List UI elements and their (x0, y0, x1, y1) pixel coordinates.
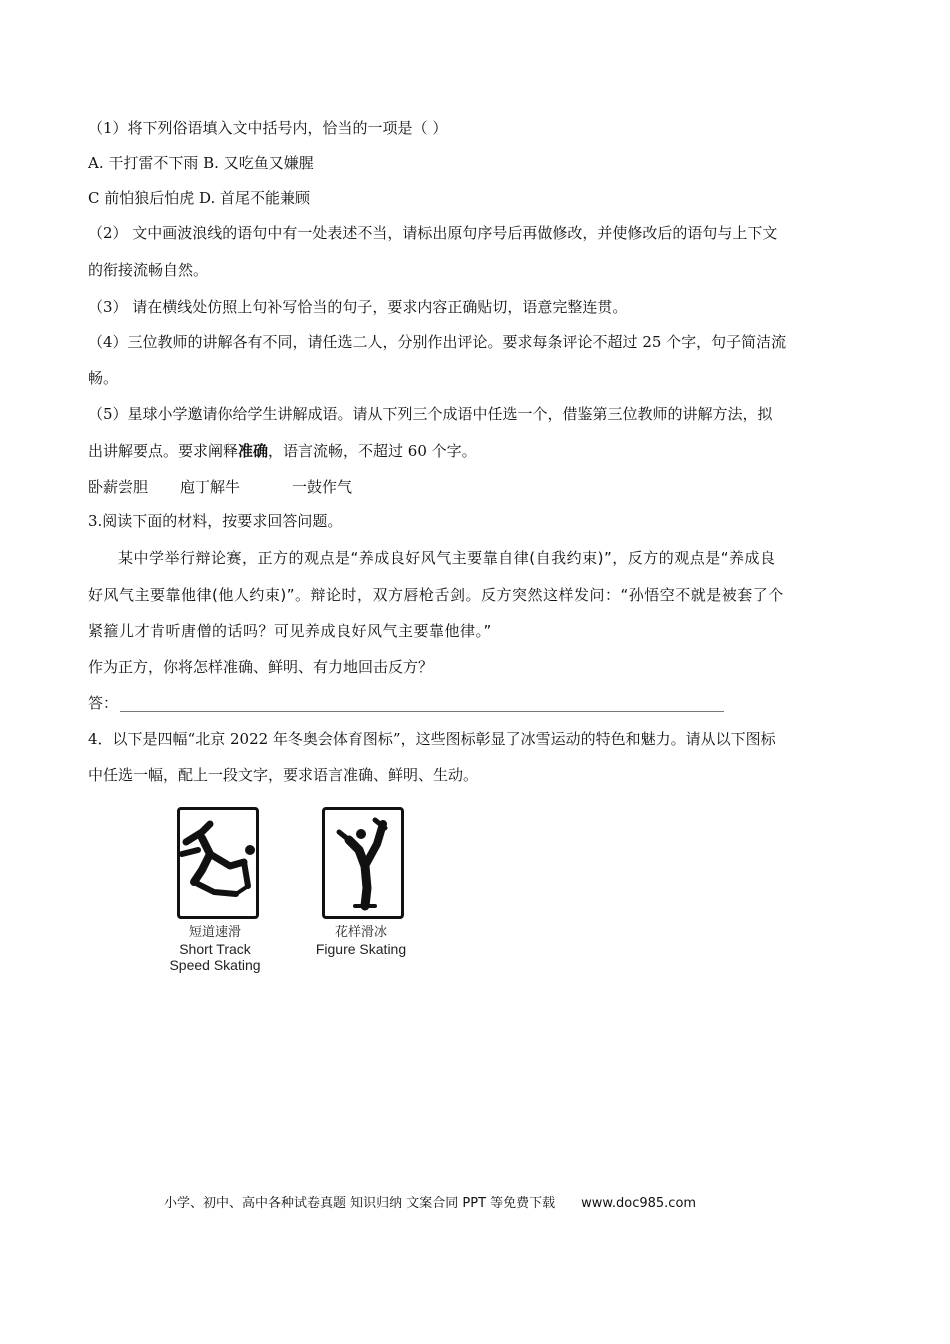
material-line-3: 紧箍儿才肯听唐僧的话吗？可见养成良好风气主要靠他律。” (88, 622, 492, 640)
section4-line-2: 中任选一幅，配上一段文字，要求语言准确、鲜明、生动。 (88, 766, 479, 784)
figure-skating-icon (322, 807, 404, 919)
q4-line-1: （4）三位教师的讲解各有不同，请任选二人，分别作出评论。要求每条评论不超过 25 个字，句子简洁流 (88, 333, 787, 351)
q4-line-2: 畅。 (88, 369, 119, 387)
idiom-1: 卧薪尝胆 (88, 478, 149, 496)
short-track-speed-skating-icon (177, 807, 259, 919)
q2-line-1: （2） 文中画波浪线的语句中有一处表述不当，请标出原句序号后再做修改，并使修改后的语句与上下文 (88, 224, 778, 242)
q1-stem: （1）将下列俗语填入文中括号内，恰当的一项是（ ） (88, 119, 448, 137)
icon-2-zh: 花样滑冰 (334, 925, 387, 940)
q3-line-1: （3） 请在横线处仿照上句补写恰当的句子，要求内容正确贴切，语意完整连贯。 (88, 298, 628, 316)
q5-line-2-bold: 准确 (238, 442, 269, 460)
icon-2-caption (305, 925, 417, 957)
icon-1-en-line-1: Short Track (179, 941, 251, 957)
footer-url[interactable]: www.doc985.com (581, 1196, 697, 1211)
q1-options-ab: A. 干打雷不下雨 B. 又吃鱼又嫌腥 (88, 154, 314, 172)
icon-1-en-line-2: Speed Skating (169, 957, 261, 973)
q5-line-2 (88, 441, 477, 461)
page-footer (164, 1192, 696, 1211)
section3-heading: 3.阅读下面的材料，按要求回答问题。 (88, 512, 343, 530)
q2-line-2: 的衔接流畅自然。 (88, 261, 209, 279)
q5-line-1: （5）星球小学邀请你给学生讲解成语。请从下列三个成语中任选一个，借鉴第三位教师的讲解方法，拟 (88, 405, 773, 423)
idiom-list (88, 477, 352, 497)
q5-line-2-pre: 出讲解要点。要求阐释 (88, 442, 239, 460)
skater-head (356, 829, 366, 839)
short-track-pictogram (180, 810, 256, 916)
answer-label: 答： (88, 694, 119, 712)
idiom-2: 庖丁解牛 (180, 478, 241, 496)
q1-options-cd: C 前怕狼后怕虎 D. 首尾不能兼顾 (88, 189, 311, 207)
q5-line-2-post: ，语言流畅，不超过 60 个字。 (268, 442, 477, 460)
idiom-3: 一鼓作气 (292, 478, 353, 496)
material-line-2: 好风气主要靠他律(他人约束)”。辩论时，双方唇枪舌剑。反方突然这样发问：“孙悟空不就是被套了个 (88, 586, 784, 604)
figure-skating-pictogram (325, 810, 401, 916)
section3-question: 作为正方，你将怎样准确、鲜明、有力地回击反方？ (88, 658, 434, 676)
icon-1-caption (160, 925, 270, 973)
material-line-1: 某中学举行辩论赛，正方的观点是“养成良好风气主要靠自律(自我约束)”，反方的观点是“养成良 (118, 549, 776, 567)
icon-1-zh: 短道速滑 (188, 925, 241, 940)
section4-line-1: 4．以下是四幅“北京 2022 年冬奥会体育图标”，这些图标彰显了冰雪运动的特色和魅力。请从以下图标 (88, 730, 776, 748)
icon-2-en-line-1: Figure Skating (315, 941, 407, 957)
answer-line[interactable] (120, 711, 724, 712)
footer-text: 小学、初中、高中各种试卷真题 知识归纳 文案合同 PPT 等免费下载 (164, 1196, 556, 1211)
skater-head (245, 845, 255, 855)
